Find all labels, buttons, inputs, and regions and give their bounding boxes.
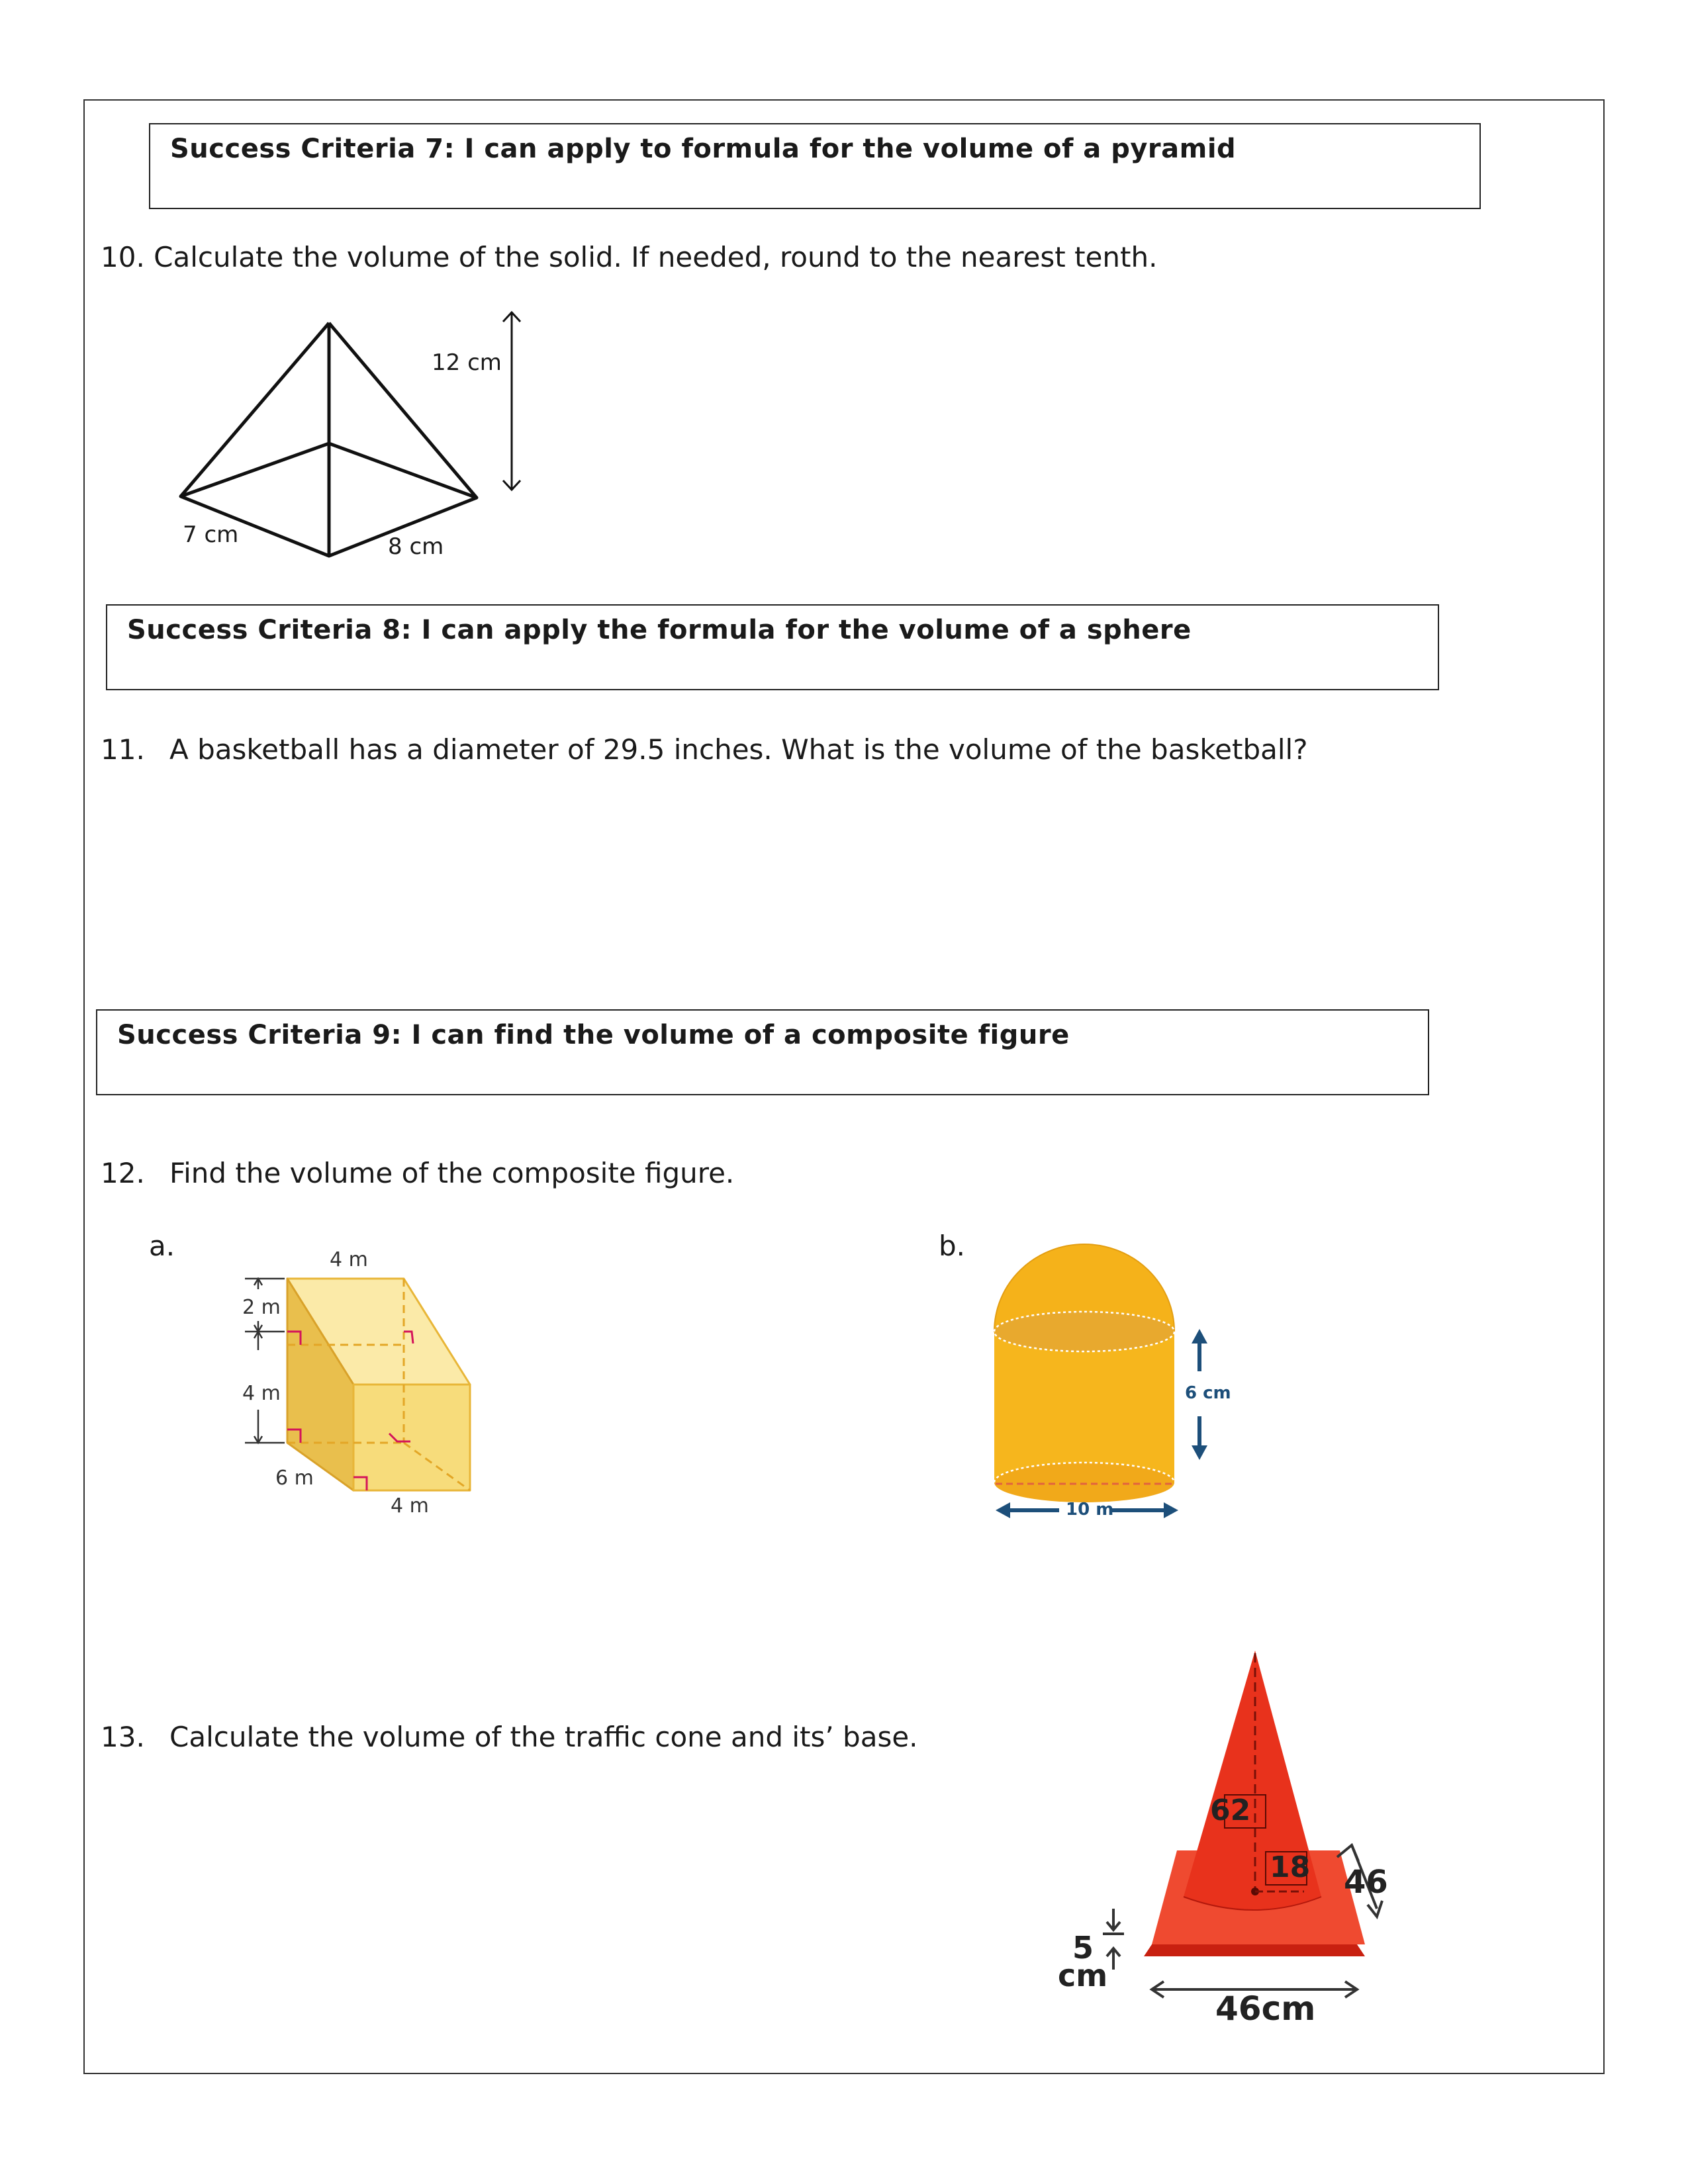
base-thickness-unit: cm (1058, 1958, 1108, 1993)
base-thickness-number: 5 (1072, 1930, 1094, 1966)
success-criteria-9-box (96, 1009, 1429, 1095)
cone-radius-label: 18 (1270, 1850, 1311, 1884)
cylinder-top-ellipse (994, 1312, 1174, 1351)
traffic-cone-figure (1059, 1648, 1403, 2032)
prism-width-label: 4 m (391, 1494, 429, 1518)
question-12-text: Find the volume of the composite figure. (169, 1157, 735, 1189)
cone-height-label: 62 (1210, 1794, 1251, 1827)
part-b-label: b. (939, 1230, 966, 1262)
success-criteria-8-text: Success Criteria 8: I can apply the formula for the volume of a sphere (127, 615, 1192, 645)
success-criteria-8-box (106, 604, 1439, 690)
success-criteria-9-text: Success Criteria 9: I can find the volume of a composite figure (117, 1020, 1070, 1050)
prism-h2-label: 4 m (242, 1382, 281, 1405)
success-criteria-7-text: Success Criteria 7: I can apply to formula for the volume of a pyramid (170, 134, 1237, 164)
pyramid-height-label: 12 cm (432, 349, 502, 376)
question-11-number: 11. (101, 733, 145, 766)
question-13 (101, 1721, 918, 1753)
prism-top-label: 4 m (330, 1248, 368, 1271)
success-criteria-7-box (149, 123, 1481, 209)
question-13-text: Calculate the volume of the traffic cone and its’ base. (169, 1721, 918, 1753)
question-13-number: 13. (101, 1721, 145, 1753)
question-12-number: 12. (101, 1157, 145, 1189)
base-width-label: 46cm (1215, 1989, 1316, 2028)
part-a-label: a. (149, 1230, 175, 1262)
cone-side-label: 46 (1344, 1864, 1388, 1901)
cylinder-body (994, 1332, 1174, 1482)
question-11-text: A basketball has a diameter of 29.5 inches. What is the volume of the basketball? (169, 733, 1308, 766)
cone-base-side (1144, 1944, 1365, 1956)
prism-depth-label: 6 m (275, 1467, 314, 1490)
cylinder-height-label: 6 cm (1185, 1383, 1231, 1403)
question-10: 10. Calculate the volume of the solid. If needed, round to the nearest tenth. (101, 241, 1158, 273)
cylinder-diameter-label: 10 m (1066, 1500, 1114, 1520)
pyramid-left-label: 7 cm (183, 522, 239, 548)
prism-front-face (353, 1385, 470, 1490)
prism-h1-label: 2 m (242, 1296, 281, 1319)
question-12 (101, 1157, 734, 1189)
question-11 (101, 733, 1308, 766)
pyramid-right-label: 8 cm (388, 533, 444, 560)
